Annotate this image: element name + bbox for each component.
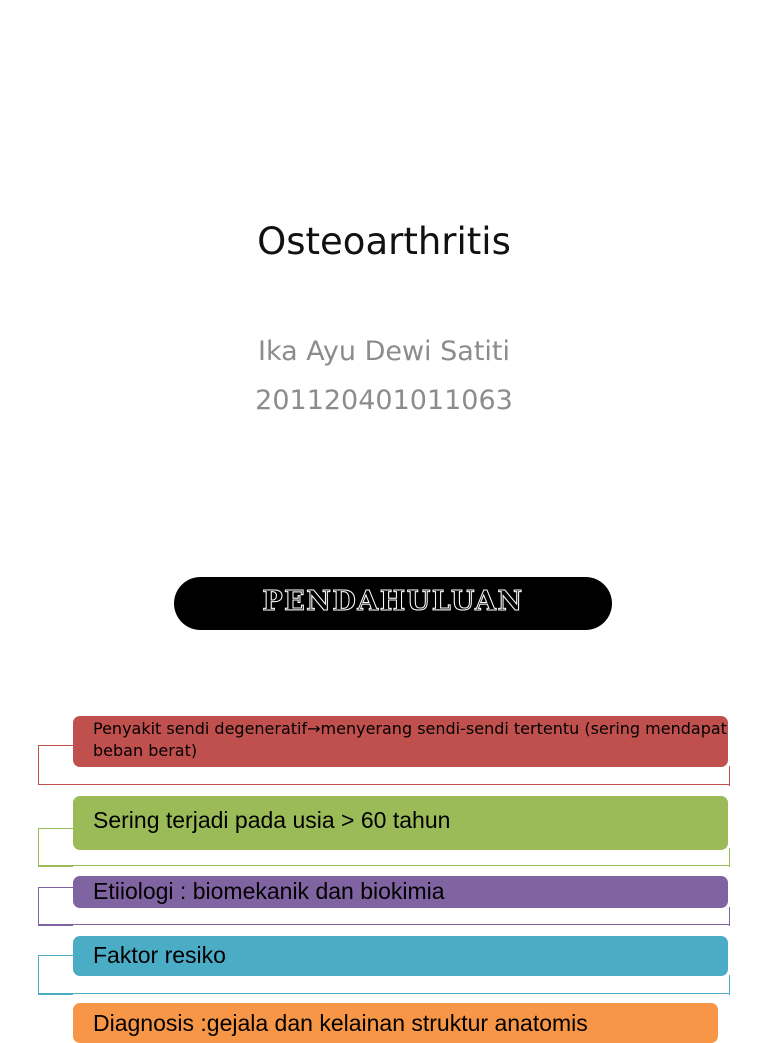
- list-item-text: Sering terjadi pada usia > 60 tahun: [93, 807, 451, 833]
- list-item-bracket: [38, 828, 73, 867]
- list-item-bracket-bottom: [38, 993, 730, 994]
- slide-title: Osteoarthritis: [257, 220, 511, 263]
- list-item-age-onset: [73, 796, 728, 850]
- list-item-text: Etiiologi : biomekanik dan biokimia: [93, 878, 445, 904]
- list-item-bracket: [38, 745, 73, 785]
- list-item-bracket-right: [729, 975, 730, 995]
- list-item-diagnosis: [73, 1003, 718, 1043]
- student-id: 201120401011063: [255, 385, 513, 416]
- list-item-bracket-right: [729, 766, 730, 786]
- list-item-bracket: [38, 955, 73, 995]
- list-item-etiology: [73, 876, 728, 908]
- author-name: Ika Ayu Dewi Satiti: [258, 336, 510, 367]
- list-item-text: Faktor resiko: [93, 942, 226, 968]
- section-heading: PENDAHULUAN: [262, 586, 524, 617]
- list-item-text: Penyakit sendi degeneratif→menyerang sendi-sendi tertentu (sering mendapat beban berat): [93, 719, 727, 760]
- list-item-text: Diagnosis :gejala dan kelainan struktur anatomis: [93, 1010, 588, 1036]
- list-item-bracket-bottom: [38, 924, 730, 925]
- section-banner: [174, 577, 612, 630]
- list-item-bracket-bottom: [38, 865, 730, 866]
- list-item-bracket: [38, 887, 73, 926]
- list-item-risk-factors: [73, 936, 728, 976]
- list-item-degenerative-disease: [73, 716, 728, 767]
- list-item-bracket-bottom: [38, 784, 730, 785]
